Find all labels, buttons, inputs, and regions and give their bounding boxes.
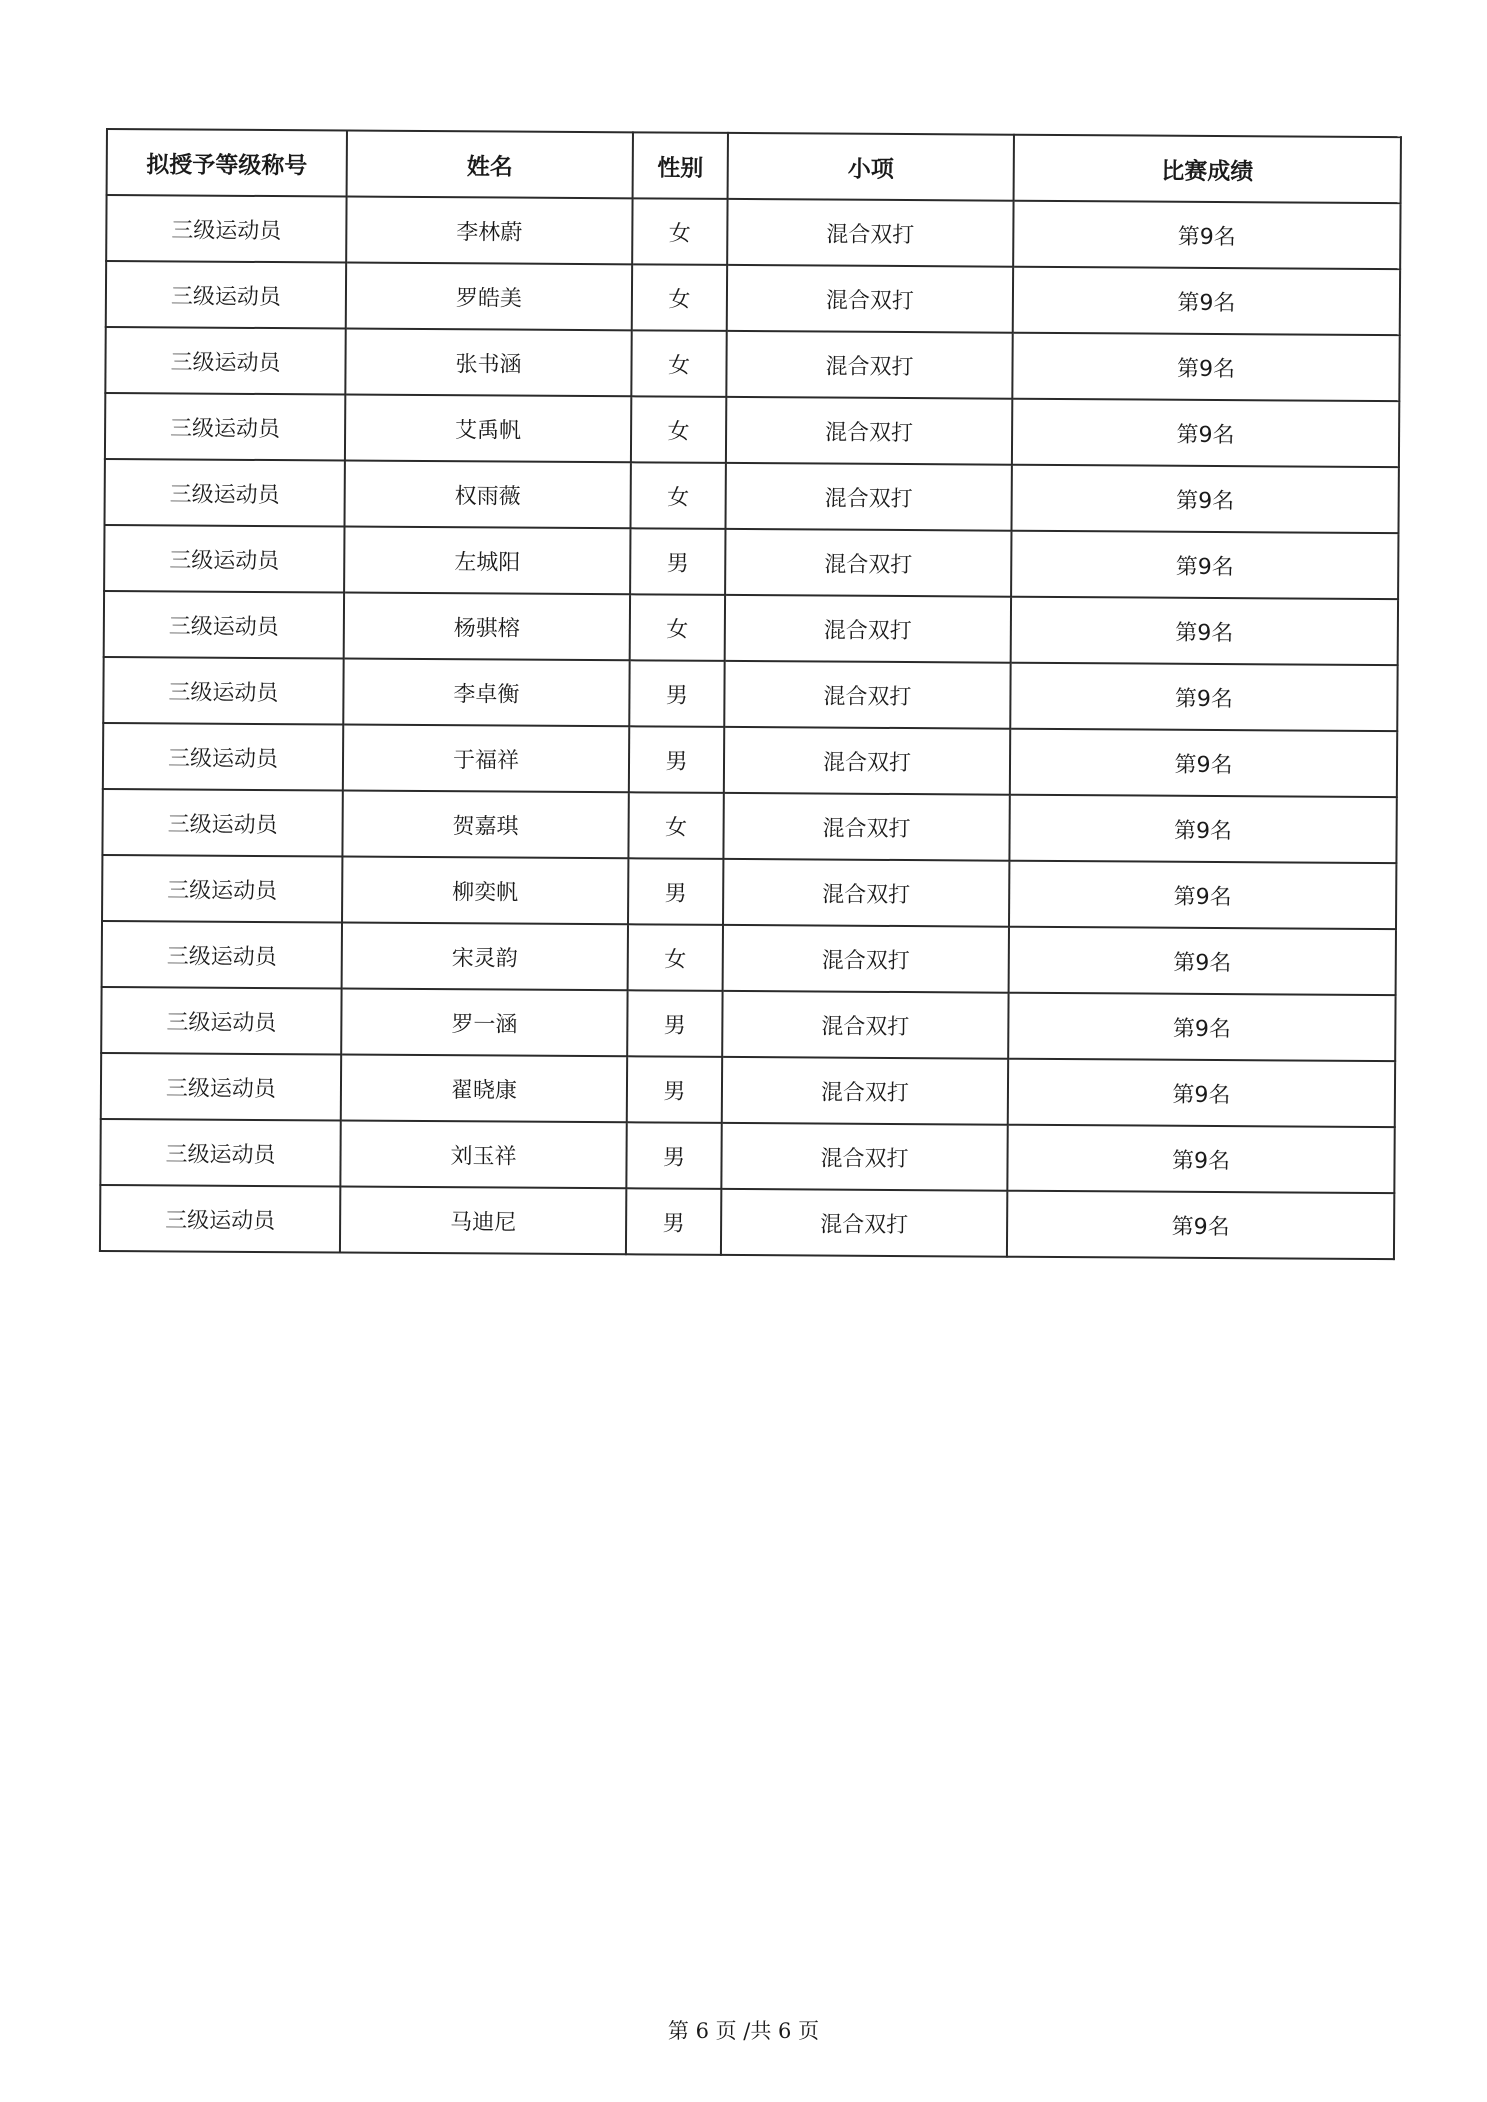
cell-event: 混合双打 — [725, 529, 1011, 597]
cell-gender: 男 — [627, 990, 722, 1057]
cell-result: 第9名 — [1010, 663, 1397, 731]
cell-event: 混合双打 — [721, 1189, 1007, 1257]
cell-grade-title: 三级运动员 — [106, 195, 346, 263]
table-row — [106, 261, 1400, 335]
cell-result: 第9名 — [1007, 1125, 1394, 1193]
cell-result: 第9名 — [1010, 729, 1397, 797]
page-number: 第 6 页 /共 6 页 — [667, 2019, 820, 2043]
cell-result: 第9名 — [1012, 333, 1399, 401]
cell-result: 第9名 — [1013, 201, 1400, 269]
cell-gender: 女 — [631, 396, 726, 463]
cell-gender: 男 — [628, 858, 723, 925]
cell-result: 第9名 — [1011, 465, 1398, 533]
cell-event: 混合双打 — [721, 1123, 1007, 1191]
cell-grade-title: 三级运动员 — [101, 987, 341, 1055]
cell-name: 贺嘉琪 — [342, 791, 628, 859]
header-result: 比赛成绩 — [1014, 135, 1401, 203]
cell-grade-title: 三级运动员 — [106, 261, 346, 329]
cell-name: 柳奕帆 — [342, 856, 628, 924]
cell-result: 第9名 — [1008, 993, 1395, 1061]
header-name: 姓名 — [347, 131, 633, 199]
cell-grade-title: 三级运动员 — [103, 657, 343, 725]
cell-result: 第9名 — [1007, 1191, 1394, 1259]
table-row — [105, 327, 1399, 401]
cell-gender: 女 — [628, 792, 723, 859]
cell-grade-title: 三级运动员 — [102, 855, 342, 923]
cell-name: 马迪尼 — [340, 1186, 626, 1254]
table-row — [103, 657, 1397, 731]
cell-gender: 女 — [632, 264, 727, 331]
cell-name: 刘玉祥 — [340, 1120, 626, 1188]
cell-event: 混合双打 — [723, 925, 1009, 993]
cell-gender: 男 — [626, 1122, 721, 1189]
cell-event: 混合双打 — [725, 463, 1011, 531]
athlete-rank-table — [99, 128, 1402, 1260]
header-gender: 性别 — [633, 132, 728, 199]
cell-event: 混合双打 — [722, 991, 1008, 1059]
cell-gender: 男 — [627, 1056, 722, 1123]
cell-event: 混合双打 — [722, 1057, 1008, 1125]
table-row — [105, 393, 1399, 467]
cell-event: 混合双打 — [727, 199, 1013, 267]
cell-grade-title: 三级运动员 — [100, 1185, 340, 1253]
table-row — [101, 987, 1395, 1061]
table-row — [102, 921, 1396, 995]
cell-grade-title: 三级运动员 — [105, 327, 345, 395]
cell-name: 于福祥 — [343, 725, 629, 793]
header-grade-title: 拟授予等级称号 — [107, 129, 347, 197]
cell-grade-title: 三级运动员 — [104, 591, 344, 659]
cell-name: 李林蔚 — [346, 197, 632, 265]
table-header-row — [107, 129, 1401, 203]
cell-name: 李卓衡 — [343, 659, 629, 727]
cell-result: 第9名 — [1009, 795, 1396, 863]
table-row — [104, 525, 1398, 599]
cell-name: 杨骐榕 — [344, 593, 630, 661]
cell-event: 混合双打 — [723, 793, 1009, 861]
cell-event: 混合双打 — [724, 727, 1010, 795]
athlete-table-container — [99, 128, 1400, 1260]
cell-name: 翟晓康 — [341, 1054, 627, 1122]
cell-gender: 女 — [628, 924, 723, 991]
cell-result: 第9名 — [1013, 267, 1400, 335]
table-row — [100, 1119, 1394, 1193]
table-row — [101, 1053, 1395, 1127]
table-row — [104, 591, 1398, 665]
table-row — [105, 459, 1399, 533]
cell-gender: 女 — [631, 330, 726, 397]
cell-grade-title: 三级运动员 — [104, 525, 344, 593]
table-row — [106, 195, 1400, 269]
cell-name: 权雨薇 — [345, 461, 631, 529]
header-event: 小项 — [728, 133, 1014, 201]
cell-grade-title: 三级运动员 — [105, 393, 345, 461]
table-row — [102, 855, 1396, 929]
cell-grade-title: 三级运动员 — [101, 1053, 341, 1121]
cell-event: 混合双打 — [725, 595, 1011, 663]
cell-name: 宋灵韵 — [342, 922, 628, 990]
cell-event: 混合双打 — [723, 859, 1009, 927]
cell-grade-title: 三级运动员 — [103, 723, 343, 791]
cell-name: 艾禹帆 — [345, 395, 631, 463]
table-row — [100, 1185, 1394, 1259]
cell-name: 张书涵 — [345, 329, 631, 397]
table-body — [100, 195, 1401, 1259]
cell-event: 混合双打 — [727, 265, 1013, 333]
cell-gender: 男 — [630, 528, 725, 595]
cell-result: 第9名 — [1008, 1059, 1395, 1127]
cell-name: 左城阳 — [344, 527, 630, 595]
cell-grade-title: 三级运动员 — [100, 1119, 340, 1187]
cell-gender: 女 — [630, 462, 725, 529]
cell-grade-title: 三级运动员 — [102, 789, 342, 857]
cell-gender: 男 — [626, 1188, 721, 1255]
cell-result: 第9名 — [1009, 861, 1396, 929]
table-row — [103, 723, 1397, 797]
cell-grade-title: 三级运动员 — [102, 921, 342, 989]
cell-name: 罗皓美 — [346, 263, 632, 331]
cell-gender: 女 — [630, 594, 725, 661]
cell-gender: 男 — [629, 660, 724, 727]
cell-event: 混合双打 — [724, 661, 1010, 729]
cell-gender: 男 — [629, 726, 724, 793]
cell-grade-title: 三级运动员 — [105, 459, 345, 527]
cell-result: 第9名 — [1011, 597, 1398, 665]
table-row — [102, 789, 1396, 863]
cell-name: 罗一涵 — [341, 988, 627, 1056]
cell-event: 混合双打 — [726, 397, 1012, 465]
cell-gender: 女 — [632, 198, 727, 265]
cell-result: 第9名 — [1011, 531, 1398, 599]
cell-event: 混合双打 — [726, 331, 1012, 399]
cell-result: 第9名 — [1012, 399, 1399, 467]
cell-result: 第9名 — [1009, 927, 1396, 995]
